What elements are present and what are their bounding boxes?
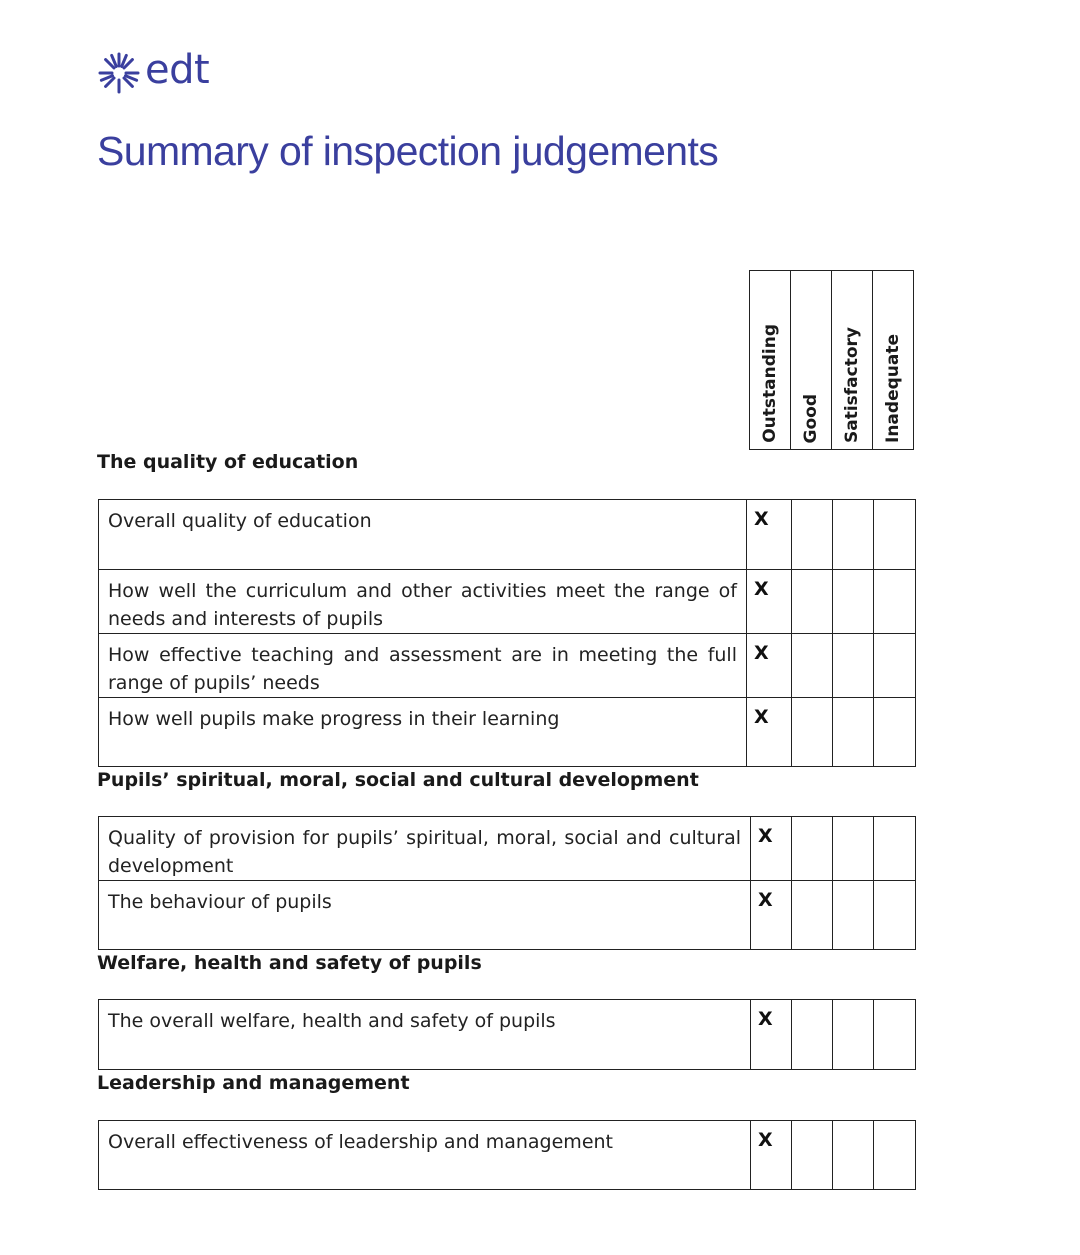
row-label: The behaviour of pupils <box>99 881 751 950</box>
mark-satisfactory <box>833 634 874 698</box>
leadership-management-table <box>98 1120 916 1190</box>
row-label: How well the curriculum and other activities meet the range of needs and interests of pupils <box>99 570 747 634</box>
mark-outstanding: X <box>751 881 792 950</box>
table-row <box>99 634 916 698</box>
mark-outstanding: X <box>751 1121 792 1190</box>
mark-inadequate <box>874 1000 916 1070</box>
mark-good <box>792 500 833 570</box>
welfare-health-safety-table <box>98 999 916 1070</box>
mark-outstanding: X <box>751 817 792 881</box>
smsc-development-table <box>98 816 916 950</box>
mark-outstanding: X <box>747 570 792 634</box>
mark-good <box>792 634 833 698</box>
mark-good <box>792 570 833 634</box>
table-row <box>99 881 916 950</box>
edt-logo <box>97 47 210 96</box>
section-heading-leadership-management: Leadership and management <box>97 1072 410 1094</box>
table-row <box>99 1121 916 1190</box>
logo-wordmark: edt <box>145 47 210 93</box>
mark-satisfactory <box>833 1121 874 1190</box>
section-heading-quality-of-education: The quality of education <box>97 451 359 473</box>
mark-good <box>792 1000 833 1070</box>
mark-inadequate <box>874 570 916 634</box>
page-title: Summary of inspection judgements <box>97 128 719 174</box>
section-heading-welfare-health-safety: Welfare, health and safety of pupils <box>97 952 482 974</box>
mark-inadequate <box>874 1121 916 1190</box>
mark-satisfactory <box>833 817 874 881</box>
table-row <box>99 500 916 570</box>
mark-outstanding: X <box>747 634 792 698</box>
mark-inadequate <box>874 500 916 570</box>
rating-column-headers <box>749 270 914 450</box>
mark-satisfactory <box>833 1000 874 1070</box>
quality-of-education-table <box>98 499 916 767</box>
mark-outstanding: X <box>747 698 792 767</box>
rating-header-good: Good <box>791 271 832 449</box>
table-row <box>99 698 916 767</box>
mark-satisfactory <box>833 698 874 767</box>
table-row <box>99 1000 916 1070</box>
rating-header-inadequate: Inadequate <box>873 271 914 449</box>
row-label: How effective teaching and assessment are in meeting the full range of pupils’ needs <box>99 634 747 698</box>
mark-outstanding: X <box>751 1000 792 1070</box>
row-label: The overall welfare, health and safety of pupils <box>99 1000 751 1070</box>
mark-good <box>792 881 833 950</box>
table-row <box>99 817 916 881</box>
mark-satisfactory <box>833 881 874 950</box>
row-label: How well pupils make progress in their learning <box>99 698 747 767</box>
mark-inadequate <box>874 817 916 881</box>
mark-inadequate <box>874 634 916 698</box>
row-label: Overall quality of education <box>99 500 747 570</box>
table-row <box>99 570 916 634</box>
row-label: Overall effectiveness of leadership and management <box>99 1121 751 1190</box>
mark-good <box>792 817 833 881</box>
section-heading-smsc-development: Pupils’ spiritual, moral, social and cultural development <box>97 769 699 791</box>
rating-header-satisfactory: Satisfactory <box>832 271 873 449</box>
mark-outstanding: X <box>747 500 792 570</box>
mark-inadequate <box>874 881 916 950</box>
mark-satisfactory <box>833 570 874 634</box>
rating-header-outstanding: Outstanding <box>750 271 791 449</box>
mark-good <box>792 1121 833 1190</box>
mark-satisfactory <box>833 500 874 570</box>
sunburst-logo-icon <box>97 51 141 95</box>
row-label: Quality of provision for pupils’ spiritual, moral, social and cultural development <box>99 817 751 881</box>
mark-good <box>792 698 833 767</box>
mark-inadequate <box>874 698 916 767</box>
